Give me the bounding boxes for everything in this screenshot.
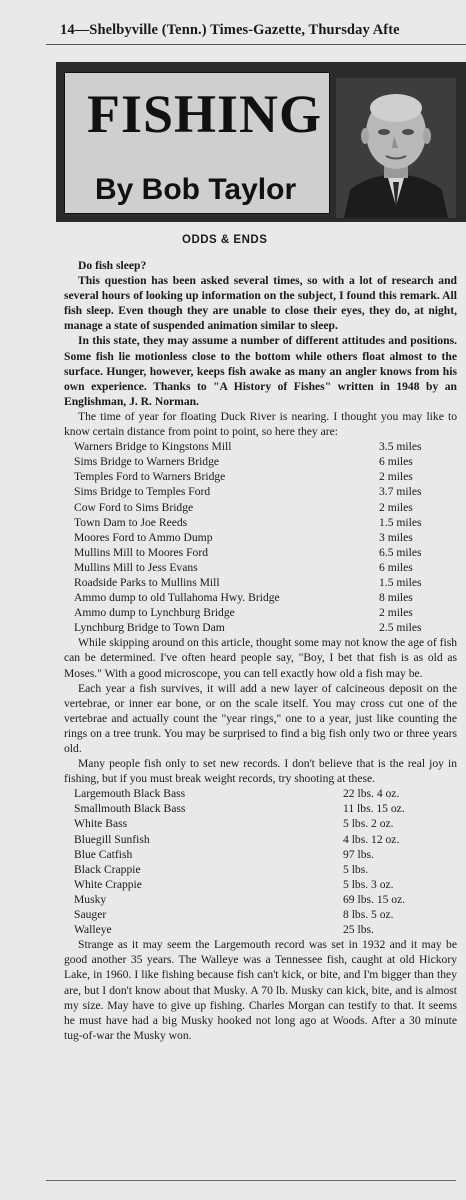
distance-row-label: Temples Ford to Warners Bridge (74, 470, 226, 484)
distance-row-label: Moores Ford to Ammo Dump (74, 530, 213, 544)
distance-row-value: 6 miles (379, 455, 413, 469)
record-row (64, 786, 457, 801)
distance-row (64, 469, 457, 484)
distance-row-value: 2.5 miles (379, 621, 422, 635)
record-row-label: Bluegill Sunfish (74, 832, 150, 846)
distance-row-value: 6.5 miles (379, 545, 422, 559)
record-row-value: 5 lbs. (343, 862, 369, 876)
paragraph: While skipping around on this article, thought some may not know the age of fish can be determined. I've often heard people say, "Boy, I bet that fish is as old as Moses." With a good microscope, you can tell exactly how old a fish may be. (64, 636, 457, 680)
distance-row-value: 2 miles (379, 500, 413, 514)
paragraph: Many people fish only to set new records. I don't believe that is the real joy in fishing, but if you must break weight records, try shooting at these. (64, 757, 457, 786)
distance-row-value: 3 miles (379, 530, 413, 544)
distance-row (64, 484, 457, 499)
record-row-value: 5 lbs. 2 oz. (343, 817, 394, 831)
distance-row (64, 454, 457, 469)
record-row-value: 5 lbs. 3 oz. (343, 877, 394, 891)
record-row (64, 801, 457, 816)
section-title: ODDS & ENDS (182, 234, 268, 246)
record-row-label: White Crappie (74, 877, 142, 891)
distance-row-label: Town Dam to Joe Reeds (74, 515, 188, 529)
distance-row-label: Mullins Mill to Moores Ford (74, 545, 208, 559)
distance-row-label: Lynchburg Bridge to Town Dam (74, 621, 225, 635)
records-table (64, 786, 457, 937)
record-row (64, 877, 457, 892)
paragraph: In this state, they may assume a number of different attitudes and positions. Some fish lie motionless close to the bottom while others float almost to the surface. Hunger, however, keeps fish awake as many an angler knows from his own experience. Thanks to "A History of Fishes" written in 1948 by an Englishman, J. R. Norman. (64, 334, 457, 408)
distance-row (64, 530, 457, 545)
record-row-label: Black Crappie (74, 862, 141, 876)
record-row (64, 832, 457, 847)
byline: By Bob Taylor (95, 173, 297, 206)
article-body (64, 258, 457, 1043)
intro-paragraphs (64, 258, 457, 439)
record-row-value: 22 lbs. 4 oz. (343, 787, 400, 801)
distance-row-value: 2 miles (379, 606, 413, 620)
paragraph: The time of year for floating Duck River is nearing. I thought you may like to know certain distance from point to point, so here they are: (64, 409, 457, 439)
middle-paragraphs (64, 635, 457, 786)
record-row-value: 25 lbs. (343, 923, 374, 937)
distance-row-value: 2 miles (379, 470, 413, 484)
record-row (64, 816, 457, 831)
distance-row (64, 545, 457, 560)
record-row (64, 892, 457, 907)
distance-row (64, 620, 457, 635)
distance-row-label: Warners Bridge to Kingstons Mill (74, 440, 232, 454)
distance-row (64, 605, 457, 620)
record-row (64, 847, 457, 862)
distance-row-label: Mullins Mill to Jess Evans (74, 560, 198, 574)
distance-row-label: Roadside Parks to Mullins Mill (74, 575, 220, 589)
header-rule (46, 44, 466, 45)
distance-row (64, 575, 457, 590)
record-row-label: Sauger (74, 908, 107, 922)
distance-row-value: 1.5 miles (379, 515, 422, 529)
author-photo (336, 78, 456, 218)
distance-row-value: 1.5 miles (379, 575, 422, 589)
distance-row-value: 6 miles (379, 560, 413, 574)
record-row-label: Smallmouth Black Bass (74, 802, 186, 816)
footer-rule (46, 1180, 456, 1181)
record-row-value: 11 lbs. 15 oz. (343, 802, 405, 816)
paragraph: Strange as it may seem the Largemouth record was set in 1932 and it may be good another 35 years. The Walleye was a Tennessee fish, caught at old Hickory Lake, in 1960. I like fishing because fish can't kick, or bite, and I'm bigger than they are, but I don't know about that Musky. A 70 lb. Musky can kick, bite, and is almost my size. May have to give up fishing. Charles Morgan can testify to that. It seems he must have had a big Musky hooked not long ago at Woods. After a 30 minute tug-of-war the Musky won. (64, 938, 457, 1042)
running-head: 14—Shelbyville (Tenn.) Times-Gazette, Thursday Afte (60, 22, 400, 38)
paragraph: Each year a fish survives, it will add a new layer of calcineous deposit on the vertebrae, or inner ear bone, or on the scale itself. You may cross cut one of the vertebrae and actually count the "year rings," one to a year, just like counting the rings on a tree trunk. You may be surprised to find a big fish only two or three years old. (64, 681, 457, 755)
record-row (64, 862, 457, 877)
record-row-value: 8 lbs. 5 oz. (343, 908, 394, 922)
distance-row (64, 515, 457, 530)
distance-table (64, 439, 457, 635)
distance-row-label: Ammo dump to Lynchburg Bridge (74, 606, 235, 620)
record-row (64, 922, 457, 937)
record-row-value: 69 lbs. 15 oz. (343, 892, 406, 906)
distance-row-value: 8 miles (379, 591, 413, 605)
closing-paragraphs (64, 937, 457, 1043)
distance-row-label: Cow Ford to Sims Bridge (74, 500, 194, 514)
distance-row (64, 500, 457, 515)
paragraph: This question has been asked several times, so with a lot of research and several hours of looking up information on the subject, I found this remark. All fish sleep. Even though they are unable to close their eyes, they do, at night, manage a state of suspended animation similar to sleep. (64, 274, 457, 333)
paragraph: Do fish sleep? (78, 259, 147, 272)
record-row-label: Largemouth Black Bass (74, 787, 186, 801)
record-row-label: Blue Catfish (74, 847, 133, 861)
author-portrait-image (336, 78, 456, 218)
record-row-label: Walleye (74, 923, 112, 937)
distance-row-label: Ammo dump to old Tullahoma Hwy. Bridge (74, 591, 280, 605)
distance-row (64, 560, 457, 575)
column-banner (56, 62, 466, 222)
record-row-label: White Bass (74, 817, 128, 831)
record-row (64, 907, 457, 922)
distance-row-value: 3.7 miles (379, 485, 422, 499)
distance-row-label: Sims Bridge to Warners Bridge (74, 455, 220, 469)
record-row-value: 4 lbs. 12 oz. (343, 832, 400, 846)
record-row-value: 97 lbs. (343, 847, 374, 861)
distance-row (64, 590, 457, 605)
banner-title-panel (64, 72, 330, 214)
record-row-label: Musky (74, 892, 107, 906)
column-kicker: FISHING (87, 84, 323, 144)
distance-row-value: 3.5 miles (379, 440, 422, 454)
distance-row-label: Sims Bridge to Temples Ford (74, 485, 211, 499)
distance-row (64, 439, 457, 454)
